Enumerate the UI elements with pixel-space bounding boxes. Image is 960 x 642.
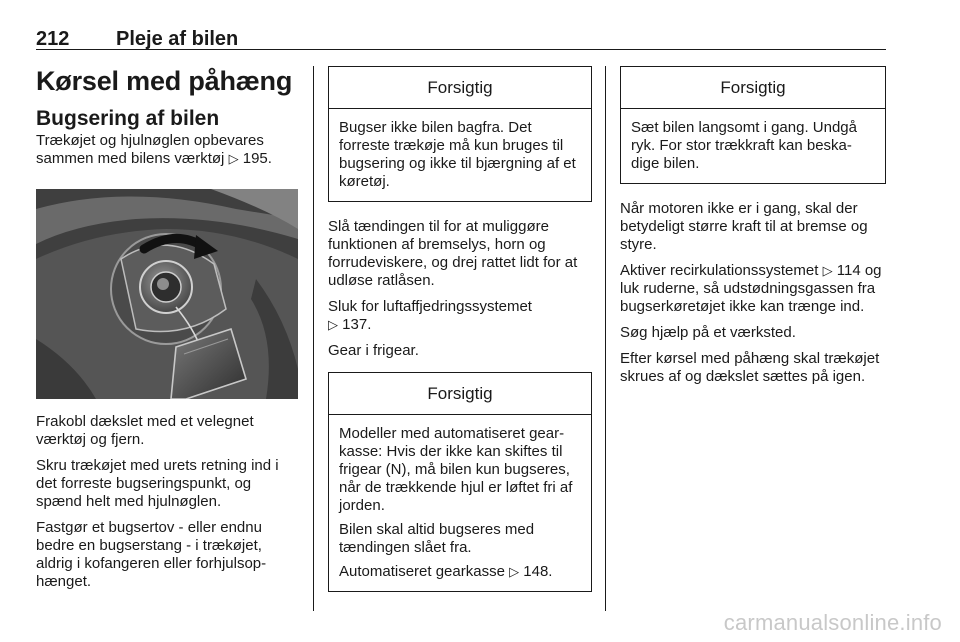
column-middle xyxy=(328,66,592,608)
instruction-workshop: Søg hjælp på et værksted. xyxy=(620,324,796,341)
page-reference-link[interactable]: 195. xyxy=(242,150,272,167)
caution-text: Automatiseret gearkasse ▷ 148. xyxy=(339,563,553,580)
reference-arrow-icon: ▷ xyxy=(228,151,239,166)
caution-text: Sæt bilen langsomt i gang. Undgå ryk. For stor trækkraft kan beskadige bilen. xyxy=(631,119,857,172)
caution-title: Forsigtig xyxy=(329,67,591,109)
caution-box xyxy=(328,66,592,202)
caution-text: Bugser ikke bilen bagfra. Det forreste trækøje må kun bruges til bugsering og ikke til bjærgning af et køretøj. xyxy=(339,119,576,190)
caution-title: Forsigtig xyxy=(329,373,591,415)
instruction-neutral: Gear i frigear. xyxy=(328,342,419,359)
column-divider xyxy=(605,66,606,611)
caution-title: Forsigtig xyxy=(621,67,885,109)
caution-text: Bilen skal altid bugseres med tændingen slået fra. xyxy=(339,521,535,556)
instruction-ignition: Slå tændingen til for at muliggøre funktionen af bremselys, horn og forrudeviskere, og drej rattet lidt for at udløse ratlåsen. xyxy=(328,218,578,289)
page-number: 212 xyxy=(36,28,70,50)
instruction-remove-cover: Frakobl dækslet med et velegnet værktøj og fjern. xyxy=(36,413,254,448)
reference-arrow-icon: ▷ xyxy=(822,263,833,278)
section-heading: Bugsering af bilen xyxy=(36,107,220,130)
instruction-screw-eye: Skru trækøjet med urets retning ind i det forreste bugseringspunkt, og spænd helt med hjulnøglen. xyxy=(36,457,279,510)
instruction-recirculation: Aktiver recirkulationssystemet ▷ 114 og luk ruderne, så udstødningsgassen fra bugserkøretøjet ikke kan trænge ind. xyxy=(620,262,882,315)
page-reference-link[interactable]: 137. xyxy=(342,316,372,333)
page-reference-link[interactable]: 114 xyxy=(836,262,861,279)
reference-arrow-icon: ▷ xyxy=(509,564,520,579)
page-reference-link[interactable]: 148. xyxy=(523,563,553,580)
chapter-heading: Kørsel med påhæng xyxy=(36,66,293,96)
instruction-attach-rope: Fastgør et bugsertov - eller endnu bedre en bugserstang - i trækøjet, aldrig i kofangeren eller forhjulsophænget. xyxy=(36,519,267,590)
caution-box xyxy=(620,66,886,184)
intro-text: Trækøjet og hjulnøglen opbevares sammen med bilens værktøj ▷ 195. xyxy=(36,132,272,167)
column-left xyxy=(36,66,298,599)
reference-arrow-icon: ▷ xyxy=(328,317,338,332)
instruction-after-towing: Efter kørsel med påhæng skal trækøjet skrues af og dækslet sættes på igen. xyxy=(620,350,880,385)
info-braking: Når motoren ikke er i gang, skal der betydeligt større kraft til at bremse og styre. xyxy=(620,200,868,253)
caution-text: Modeller med automatiseret gearkasse: Hvis der ikke kan skiftes til frigear (N), må bilen kun bugseres, når de trækkende hjul er løftet fri af jorden. xyxy=(339,425,573,514)
column-divider xyxy=(313,66,314,611)
column-right xyxy=(620,66,886,394)
section-title: Pleje af bilen xyxy=(116,28,239,50)
watermark: carmanualsonline.info xyxy=(723,610,942,635)
tow-eye-illustration xyxy=(36,189,298,399)
instruction-air-suspension: Sluk for luftaffjedringssystemet ▷ 137. xyxy=(328,298,532,333)
tow-eye-drawing xyxy=(36,189,298,399)
caution-box xyxy=(328,372,592,592)
page-header xyxy=(36,26,886,50)
